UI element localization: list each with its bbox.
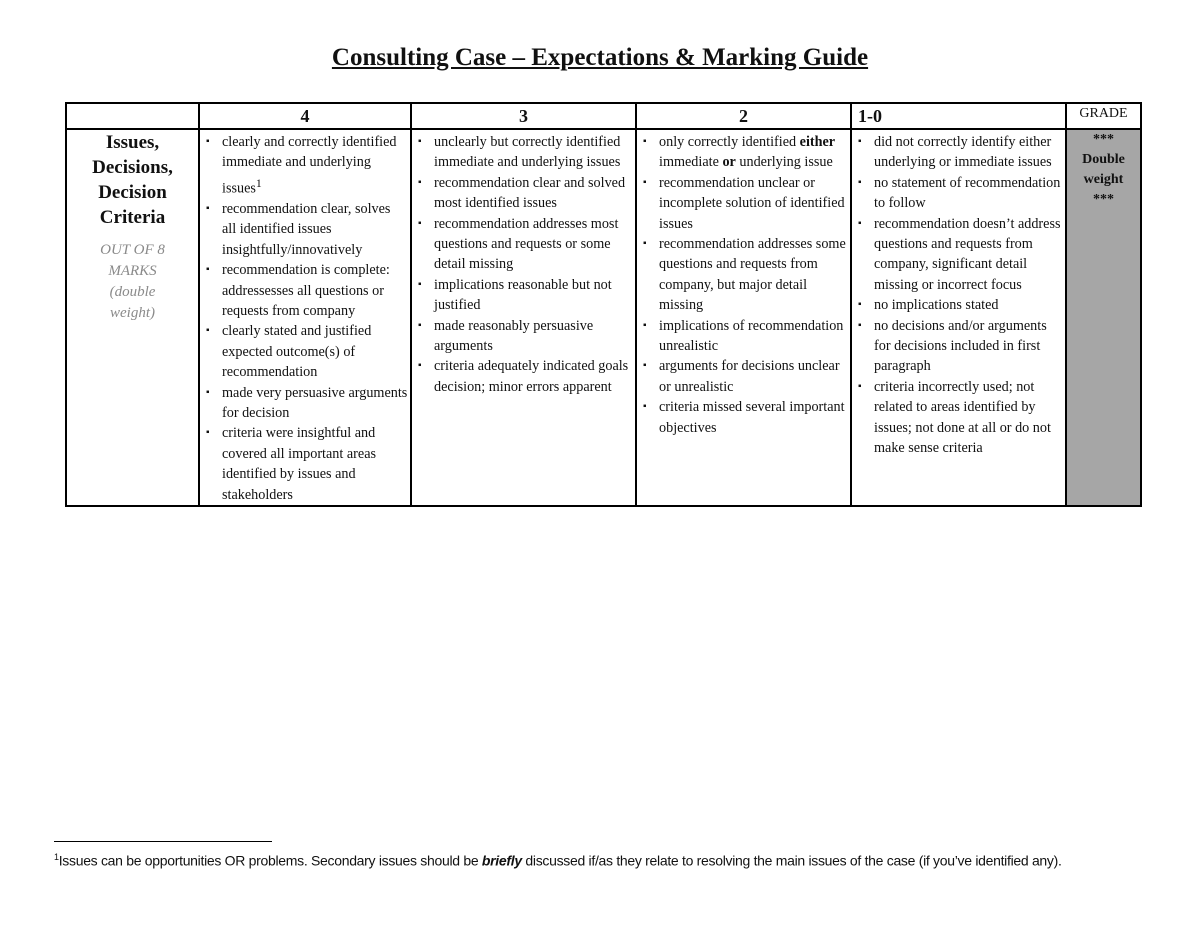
list-item: ▪ no statement of recommendation to follow [858,173,1063,214]
level-1-0-cell [851,129,1066,506]
list-item: ▪ clearly and correctly identified immediate and underlying issues$^1$ [206,132,408,199]
level-3-header: 3 [411,103,636,129]
list-item: ▪ recommendation is complete: addressesses all questions or requests from company [206,260,408,321]
footnote: $^1$Issues can be opportunities OR problems. Secondary issues should be briefly discussed if/as they relate to resolving the main issues of the case (if you’ve identified any). [54,852,1062,869]
list-item: ▪ clearly stated and justified expected outcome(s) of recommendation [206,321,408,382]
row-header-cell [66,129,199,506]
row-title: Issues, Decisions, Decision Criteria [92,132,173,228]
list-item: ▪ recommendation clear and solved most identified issues [418,173,633,214]
list-item: ▪ recommendation addresses some questions and requests from company, but major detail missing [643,234,848,316]
list-item: ▪ recommendation doesn’t address questions and requests from company, significant detail missing or incorrect focus [858,214,1063,296]
header-row [66,103,1141,129]
list-item: ▪ recommendation unclear or incomplete solution of identified issues [643,173,848,234]
list-item: ▪ implications of recommendation unrealistic [643,316,848,357]
level-3-cell [411,129,636,506]
list-item: ▪ unclearly but correctly identified immediate and underlying issues [418,132,633,173]
list-item: ▪ recommendation clear, solves all identified issues insightfully/innovatively [206,199,408,260]
footnote-separator [54,841,272,842]
list-item: ▪ criteria incorrectly used; not related to areas identified by issues; not done at all or do not make sense criteria [858,377,1063,459]
list-item: ▪ only correctly identified either immediate or underlying issue [643,132,848,173]
page-title: Consulting Case – Expectations & Marking Guide [331,44,869,71]
list-item: ▪ did not correctly identify either underlying or immediate issues [858,132,1063,173]
grade-cell: *** Double weight *** [1066,129,1141,506]
level-2-cell [636,129,851,506]
list-item: ▪ no implications stated [858,295,1063,315]
list-item: ▪ criteria missed several important objectives [643,397,848,438]
level-2-header: 2 [636,103,851,129]
list-item: ▪ criteria adequately indicated goals decision; minor errors apparent [418,356,633,397]
footnote-reference: 1 [255,175,262,190]
footnote-emphasis: briefly [481,852,522,869]
level-4-header: 4 [199,103,411,129]
footnote-mark: 1 [54,852,59,862]
marking-rubric-table [65,102,1142,507]
corner-cell [66,103,199,129]
list-item: ▪ recommendation addresses most questions and requests or some detail missing [418,214,633,275]
list-item: ▪ made reasonably persuasive arguments [418,316,633,357]
level-1-0-header: 1-0 [851,103,1066,129]
list-item: ▪ implications reasonable but not justified [418,275,633,316]
grade-header: GRADE [1066,103,1141,129]
list-item: ▪ no decisions and/or arguments for decisions included in first paragraph [858,316,1063,377]
level-4-cell [199,129,411,506]
list-item: ▪ arguments for decisions unclear or unrealistic [643,356,848,397]
row-subtitle-marks: OUT OF 8 MARKS (double weight) [100,242,165,321]
criteria-row [66,129,1141,506]
list-item: ▪ criteria were insightful and covered all important areas identified by issues and stakeholders [206,423,408,505]
list-item: ▪ made very persuasive arguments for decision [206,383,408,424]
